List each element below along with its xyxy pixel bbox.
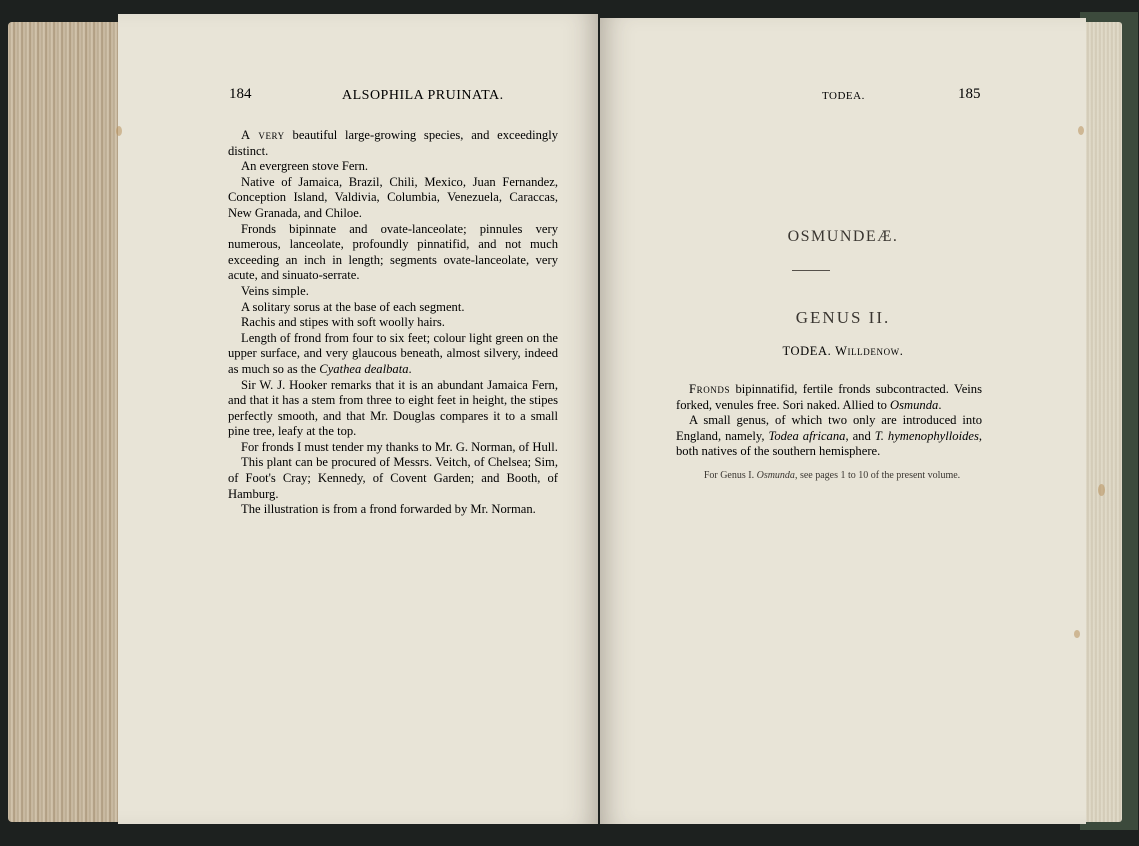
left-body-text — [228, 128, 558, 518]
page-edges-left — [8, 22, 128, 822]
genus-reference: Osmunda — [890, 397, 939, 412]
genus-reference: Osmunda — [756, 470, 795, 481]
right-body-text — [676, 382, 982, 460]
paragraph: Veins simple. — [241, 283, 309, 298]
lead-words: A very — [241, 128, 285, 142]
foxing-spot — [1074, 630, 1080, 638]
foxing-spot — [1098, 484, 1105, 496]
footnote-text: For Genus I. — [703, 470, 757, 481]
running-head-right: TODEA. — [822, 90, 865, 102]
paragraph: This plant can be procured of Messrs. Veitch, of Chelsea; Sim, of Foot's Cray; Kennedy, of Covent Garden; and Booth, of Hamburg. — [228, 455, 558, 501]
species-name: T. hymenophylloides — [874, 428, 979, 443]
paragraph-text: , both natives of the southern hemisphere. — [676, 428, 983, 459]
footnote-text: , see pages 1 to 10 of the present volume. — [794, 470, 961, 481]
divider — [792, 270, 830, 271]
foxing-spot — [116, 126, 122, 136]
paragraph — [676, 413, 982, 460]
foxing-spot — [1078, 126, 1084, 135]
paragraph — [676, 382, 982, 413]
paragraph-text: Length of frond from four to six feet; colour light green on the upper surface, and very glaucous beneath, almost silvery, indeed as much so as the — [228, 330, 558, 376]
paragraph: For fronds I must tender my thanks to Mr. G. Norman, of Hull. — [241, 439, 558, 454]
tribe-heading: OSMUNDEÆ. — [787, 228, 899, 245]
paragraph — [228, 331, 558, 378]
paragraph: An evergreen stove Fern. — [241, 159, 369, 174]
paragraph: Rachis and stipes with soft woolly hairs. — [241, 315, 445, 330]
paragraph-text: , and — [845, 428, 875, 443]
page-edges-right — [1082, 22, 1122, 822]
paragraph-text: . — [408, 361, 412, 376]
footnote — [682, 470, 982, 481]
page-number-right: 185 — [958, 86, 981, 102]
lead-words: Fronds — [689, 382, 731, 396]
genus-authority: Willdenow. — [835, 344, 904, 358]
paragraph: A solitary sorus at the base of each segment. — [241, 299, 465, 314]
paragraph-text: . — [938, 397, 942, 412]
paragraph — [228, 128, 558, 159]
paragraph: Native of Jamaica, Brazil, Chili, Mexico, Juan Fernandez, Conception Island, Valdivia, Columbia, Venezuela, Caraccas, New Granada, and Chiloe. — [228, 174, 558, 220]
paragraph-text: bipinnatifid, fertile fronds subcontracted. Veins forked, venules free. Sori naked. Allied to — [676, 382, 982, 412]
paragraph-text: beautiful large-growing species, and exceedingly distinct. — [228, 128, 558, 158]
genus-name: TODEA. — [782, 344, 832, 358]
genus-heading: GENUS II. — [795, 308, 891, 327]
genus-name-line — [600, 344, 1086, 359]
paragraph: Fronds bipinnate and ovate-lanceolate; pinnules very numerous, lanceolate, profoundly pinnatifid, and not much exceeding an inch in length; segments ovate-lanceolate, very acute, and sinuato-serrate. — [228, 221, 558, 283]
paragraph-text: A small genus, of which two only are introduced into England, namely, — [676, 413, 982, 443]
paragraph: The illustration is from a frond forwarded by Mr. Norman. — [241, 502, 536, 517]
species-name: Cyathea dealbata — [319, 361, 409, 376]
species-name: Todea africana — [768, 428, 846, 443]
running-head-left: ALSOPHILA PRUINATA. — [342, 88, 504, 103]
page-number-left: 184 — [229, 86, 252, 102]
paragraph: Sir W. J. Hooker remarks that it is an abundant Jamaica Fern, and that it has a stem from three to eight feet in height, the stipes perfectly smooth, and that Mr. Douglas compares it to a small pine tree, leafy at the top. — [228, 377, 558, 439]
